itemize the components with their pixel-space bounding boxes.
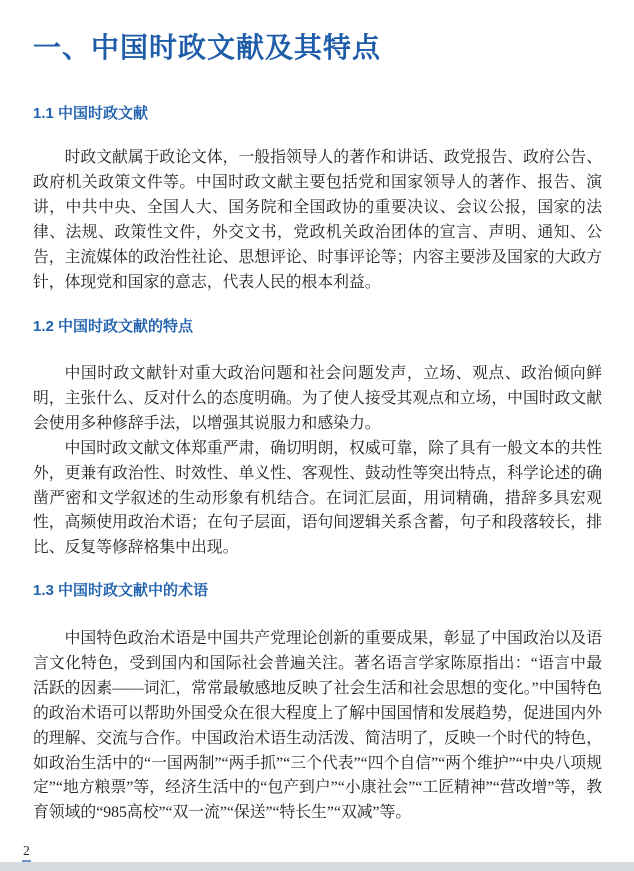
paragraph: 中国时政文献针对重大政治问题和社会问题发声，立场、观点、政治倾向鲜明，主张什么、反对什么的态度明确。为了使人接受其观点和立场，中国时政文献会使用多种修辞手法，以增强其说服力和感染力。 — [33, 365, 602, 432]
section-heading-1-1: 1.1 中国时政文献 — [33, 105, 149, 122]
section-1-2-body — [33, 362, 602, 561]
paragraph: 中国时政文献文体郑重严肃，确切明朗，权威可靠，除了具有一般文本的共性外，更兼有政治性、时效性、单义性、客观性、鼓动性等突出特点，科学论述的确凿严密和文学叙述的生动形象有机结合。在词汇层面，用词精确，措辞多具宏观性，高频使用政治术语；在句子层面，语句间逻辑关系含蓄，句子和段落较长，排比、反复等修辞格集中出现。 — [33, 439, 602, 557]
section-heading-1-3: 1.3 中国时政文献中的术语 — [33, 582, 209, 599]
page-footer — [22, 842, 31, 862]
section-heading-1-2: 1.2 中国时政文献的特点 — [33, 318, 194, 335]
section-1-1-body — [33, 146, 602, 295]
page-title: 一、中国时政文献及其特点 — [33, 33, 382, 64]
section-1-3-body — [33, 627, 602, 826]
paragraph: 中国特色政治术语是中国共产党理论创新的重要成果，彰显了中国政治以及语言文化特色，受到国内和国际社会普遍关注。著名语言学家陈原指出：“语言中最活跃的因素——词汇，常常最敏感地反映了社会生活和社会思想的变化。”中国特色的政治术语可以帮助外国受众在很大程度上了解中国国情和发展趋势，促进国内外的理解、交流与合作。中国政治术语生动活泼、简洁明了，反映一个时代的特色，如政治生活中的“一国两制”“两手抓”“三个代表”“四个自信”“两个维护”“中央八项规定”“地方粮票”等，经济生活中的“包产到户”“小康社会”“工匠精神”“营改增”等，教育领域的“985高校”“双一流”“保送”“特长生”“双减”等。 — [33, 630, 602, 822]
paragraph: 时政文献属于政论文体，一般指领导人的著作和讲话、政党报告、政府公告、政府机关政策文件等。中国时政文献主要包括党和国家领导人的著作、报告、演讲，中共中央、全国人大、国务院和全国政协的重要决议、会议公报，国家的法律、法规、政策性文件，外交文书，党政机关政治团体的宣言、声明、通知、公告，主流媒体的政治性社论、思想评论、时事评论等；内容主要涉及国家的大政方针，体现党和国家的意志，代表人民的根本利益。 — [33, 149, 602, 291]
page-number: 2 — [22, 843, 31, 862]
page-bottom-edge — [0, 862, 634, 871]
